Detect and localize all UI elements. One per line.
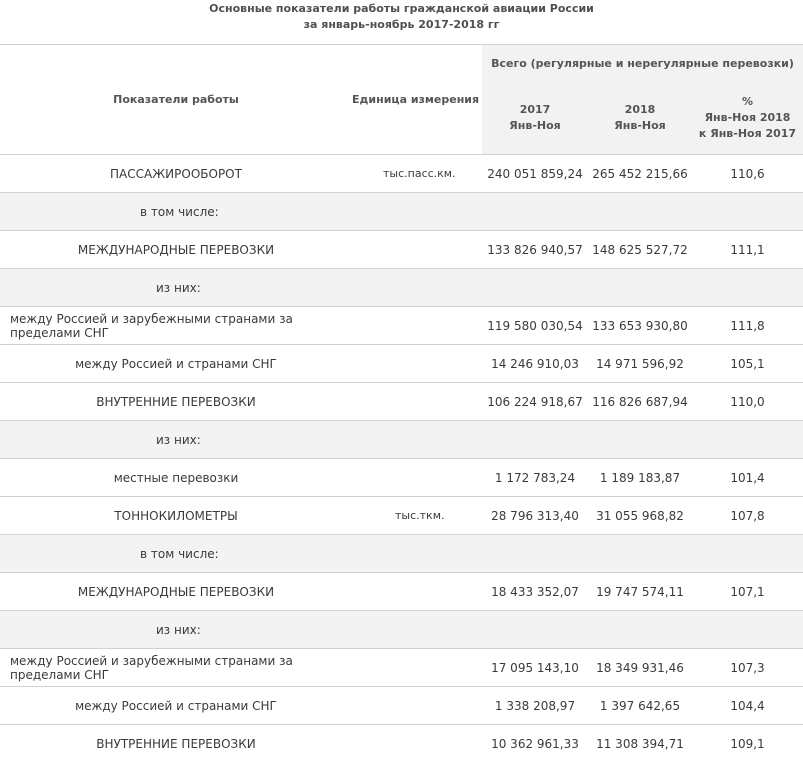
row-v2017: 18 433 352,07 (482, 573, 588, 611)
row-label: из них: (0, 611, 352, 649)
header-indicators: Показатели работы (0, 45, 352, 155)
table-row (0, 497, 803, 535)
title-line-1: Основные показатели работы гражданской авиации России (209, 2, 594, 15)
row-label: между Россией и зарубежными странами за пределами СНГ (0, 649, 352, 687)
table-row (0, 725, 803, 763)
row-unit (352, 345, 482, 383)
header-percent-line-1: % (742, 95, 754, 109)
header-percent-line-2: Янв-Ноя 2018 (704, 111, 791, 125)
row-unit (352, 383, 482, 421)
header-unit: Единица измерения (352, 45, 482, 155)
table-row (0, 459, 803, 497)
row-v2018: 148 625 527,72 (588, 231, 692, 269)
table-row (0, 649, 803, 687)
row-v2018: 116 826 687,94 (588, 383, 692, 421)
row-label: МЕЖДУНАРОДНЫЕ ПЕРЕВОЗКИ (0, 231, 352, 269)
title-line-2: за январь-ноябрь 2017-2018 гг (303, 18, 500, 31)
row-v2017: 119 580 030,54 (482, 307, 588, 345)
row-v2017: 28 796 313,40 (482, 497, 588, 535)
table-row (0, 383, 803, 421)
row-v2017 (482, 535, 588, 573)
table-row (0, 573, 803, 611)
row-v2018: 1 397 642,65 (588, 687, 692, 725)
row-unit: тыс.ткм. (352, 497, 482, 535)
row-unit (352, 649, 482, 687)
table-row (0, 421, 803, 459)
table-title (0, 0, 803, 44)
table-row (0, 155, 803, 193)
row-unit: тыс.пасс.км. (352, 155, 482, 193)
header-2018 (588, 83, 692, 155)
table-row (0, 269, 803, 307)
row-unit (352, 535, 482, 573)
row-pct: 110,0 (692, 383, 803, 421)
table-row (0, 535, 803, 573)
row-v2018 (588, 193, 692, 231)
row-v2017 (482, 421, 588, 459)
row-pct: 111,8 (692, 307, 803, 345)
table-row (0, 231, 803, 269)
row-label: местные перевозки (0, 459, 352, 497)
row-label: между Россией и зарубежными странами за пределами СНГ (0, 307, 352, 345)
row-pct: 107,8 (692, 497, 803, 535)
table-row (0, 193, 803, 231)
row-v2017 (482, 269, 588, 307)
row-unit (352, 269, 482, 307)
row-v2018: 31 055 968,82 (588, 497, 692, 535)
row-pct: 111,1 (692, 231, 803, 269)
row-pct (692, 269, 803, 307)
row-v2018: 11 308 394,71 (588, 725, 692, 763)
row-v2018: 19 747 574,11 (588, 573, 692, 611)
header-2017-period: Янв-Ноя (509, 119, 561, 133)
row-v2017: 133 826 940,57 (482, 231, 588, 269)
row-v2017: 106 224 918,67 (482, 383, 588, 421)
row-v2017: 14 246 910,03 (482, 345, 588, 383)
header-2017 (482, 83, 588, 155)
row-pct: 109,1 (692, 725, 803, 763)
row-label: из них: (0, 421, 352, 459)
header-2018-year: 2018 (624, 103, 656, 117)
row-label: между Россией и странами СНГ (0, 687, 352, 725)
row-unit (352, 573, 482, 611)
row-v2017: 240 051 859,24 (482, 155, 588, 193)
header-percent (692, 83, 803, 155)
table-row (0, 307, 803, 345)
row-label: ТОННОКИЛОМЕТРЫ (0, 497, 352, 535)
row-unit (352, 231, 482, 269)
row-unit (352, 725, 482, 763)
row-label: ВНУТРЕННИЕ ПЕРЕВОЗКИ (0, 725, 352, 763)
row-v2017: 17 095 143,10 (482, 649, 588, 687)
row-v2018 (588, 535, 692, 573)
row-v2017: 10 362 961,33 (482, 725, 588, 763)
row-pct: 107,1 (692, 573, 803, 611)
row-pct: 110,6 (692, 155, 803, 193)
row-label: из них: (0, 269, 352, 307)
row-label: в том числе: (0, 535, 352, 573)
row-v2017: 1 172 783,24 (482, 459, 588, 497)
header-2017-year: 2017 (519, 103, 551, 117)
row-unit (352, 307, 482, 345)
row-pct (692, 535, 803, 573)
row-pct (692, 193, 803, 231)
row-label: между Россией и странами СНГ (0, 345, 352, 383)
row-pct: 101,4 (692, 459, 803, 497)
row-unit (352, 611, 482, 649)
table-row (0, 345, 803, 383)
row-v2018 (588, 269, 692, 307)
row-unit (352, 459, 482, 497)
aviation-stats-table (0, 44, 803, 763)
row-v2018: 1 189 183,87 (588, 459, 692, 497)
row-label: в том числе: (0, 193, 352, 231)
row-v2018: 265 452 215,66 (588, 155, 692, 193)
row-unit (352, 687, 482, 725)
row-v2017 (482, 193, 588, 231)
table-row (0, 611, 803, 649)
row-label: ВНУТРЕННИЕ ПЕРЕВОЗКИ (0, 383, 352, 421)
row-pct: 107,3 (692, 649, 803, 687)
header-2018-period: Янв-Ноя (614, 119, 666, 133)
row-unit (352, 193, 482, 231)
header-percent-line-3: к Янв-Ноя 2017 (698, 127, 797, 141)
row-pct: 104,4 (692, 687, 803, 725)
row-unit (352, 421, 482, 459)
row-v2018: 133 653 930,80 (588, 307, 692, 345)
table-row (0, 687, 803, 725)
row-label: МЕЖДУНАРОДНЫЕ ПЕРЕВОЗКИ (0, 573, 352, 611)
row-label: ПАССАЖИРООБОРОТ (0, 155, 352, 193)
row-v2018 (588, 611, 692, 649)
header-total-group: Всего (регулярные и нерегулярные перевозки) (482, 45, 803, 83)
row-v2018: 18 349 931,46 (588, 649, 692, 687)
row-v2018 (588, 421, 692, 459)
row-v2017: 1 338 208,97 (482, 687, 588, 725)
row-pct (692, 421, 803, 459)
row-v2018: 14 971 596,92 (588, 345, 692, 383)
row-pct: 105,1 (692, 345, 803, 383)
row-v2017 (482, 611, 588, 649)
row-pct (692, 611, 803, 649)
